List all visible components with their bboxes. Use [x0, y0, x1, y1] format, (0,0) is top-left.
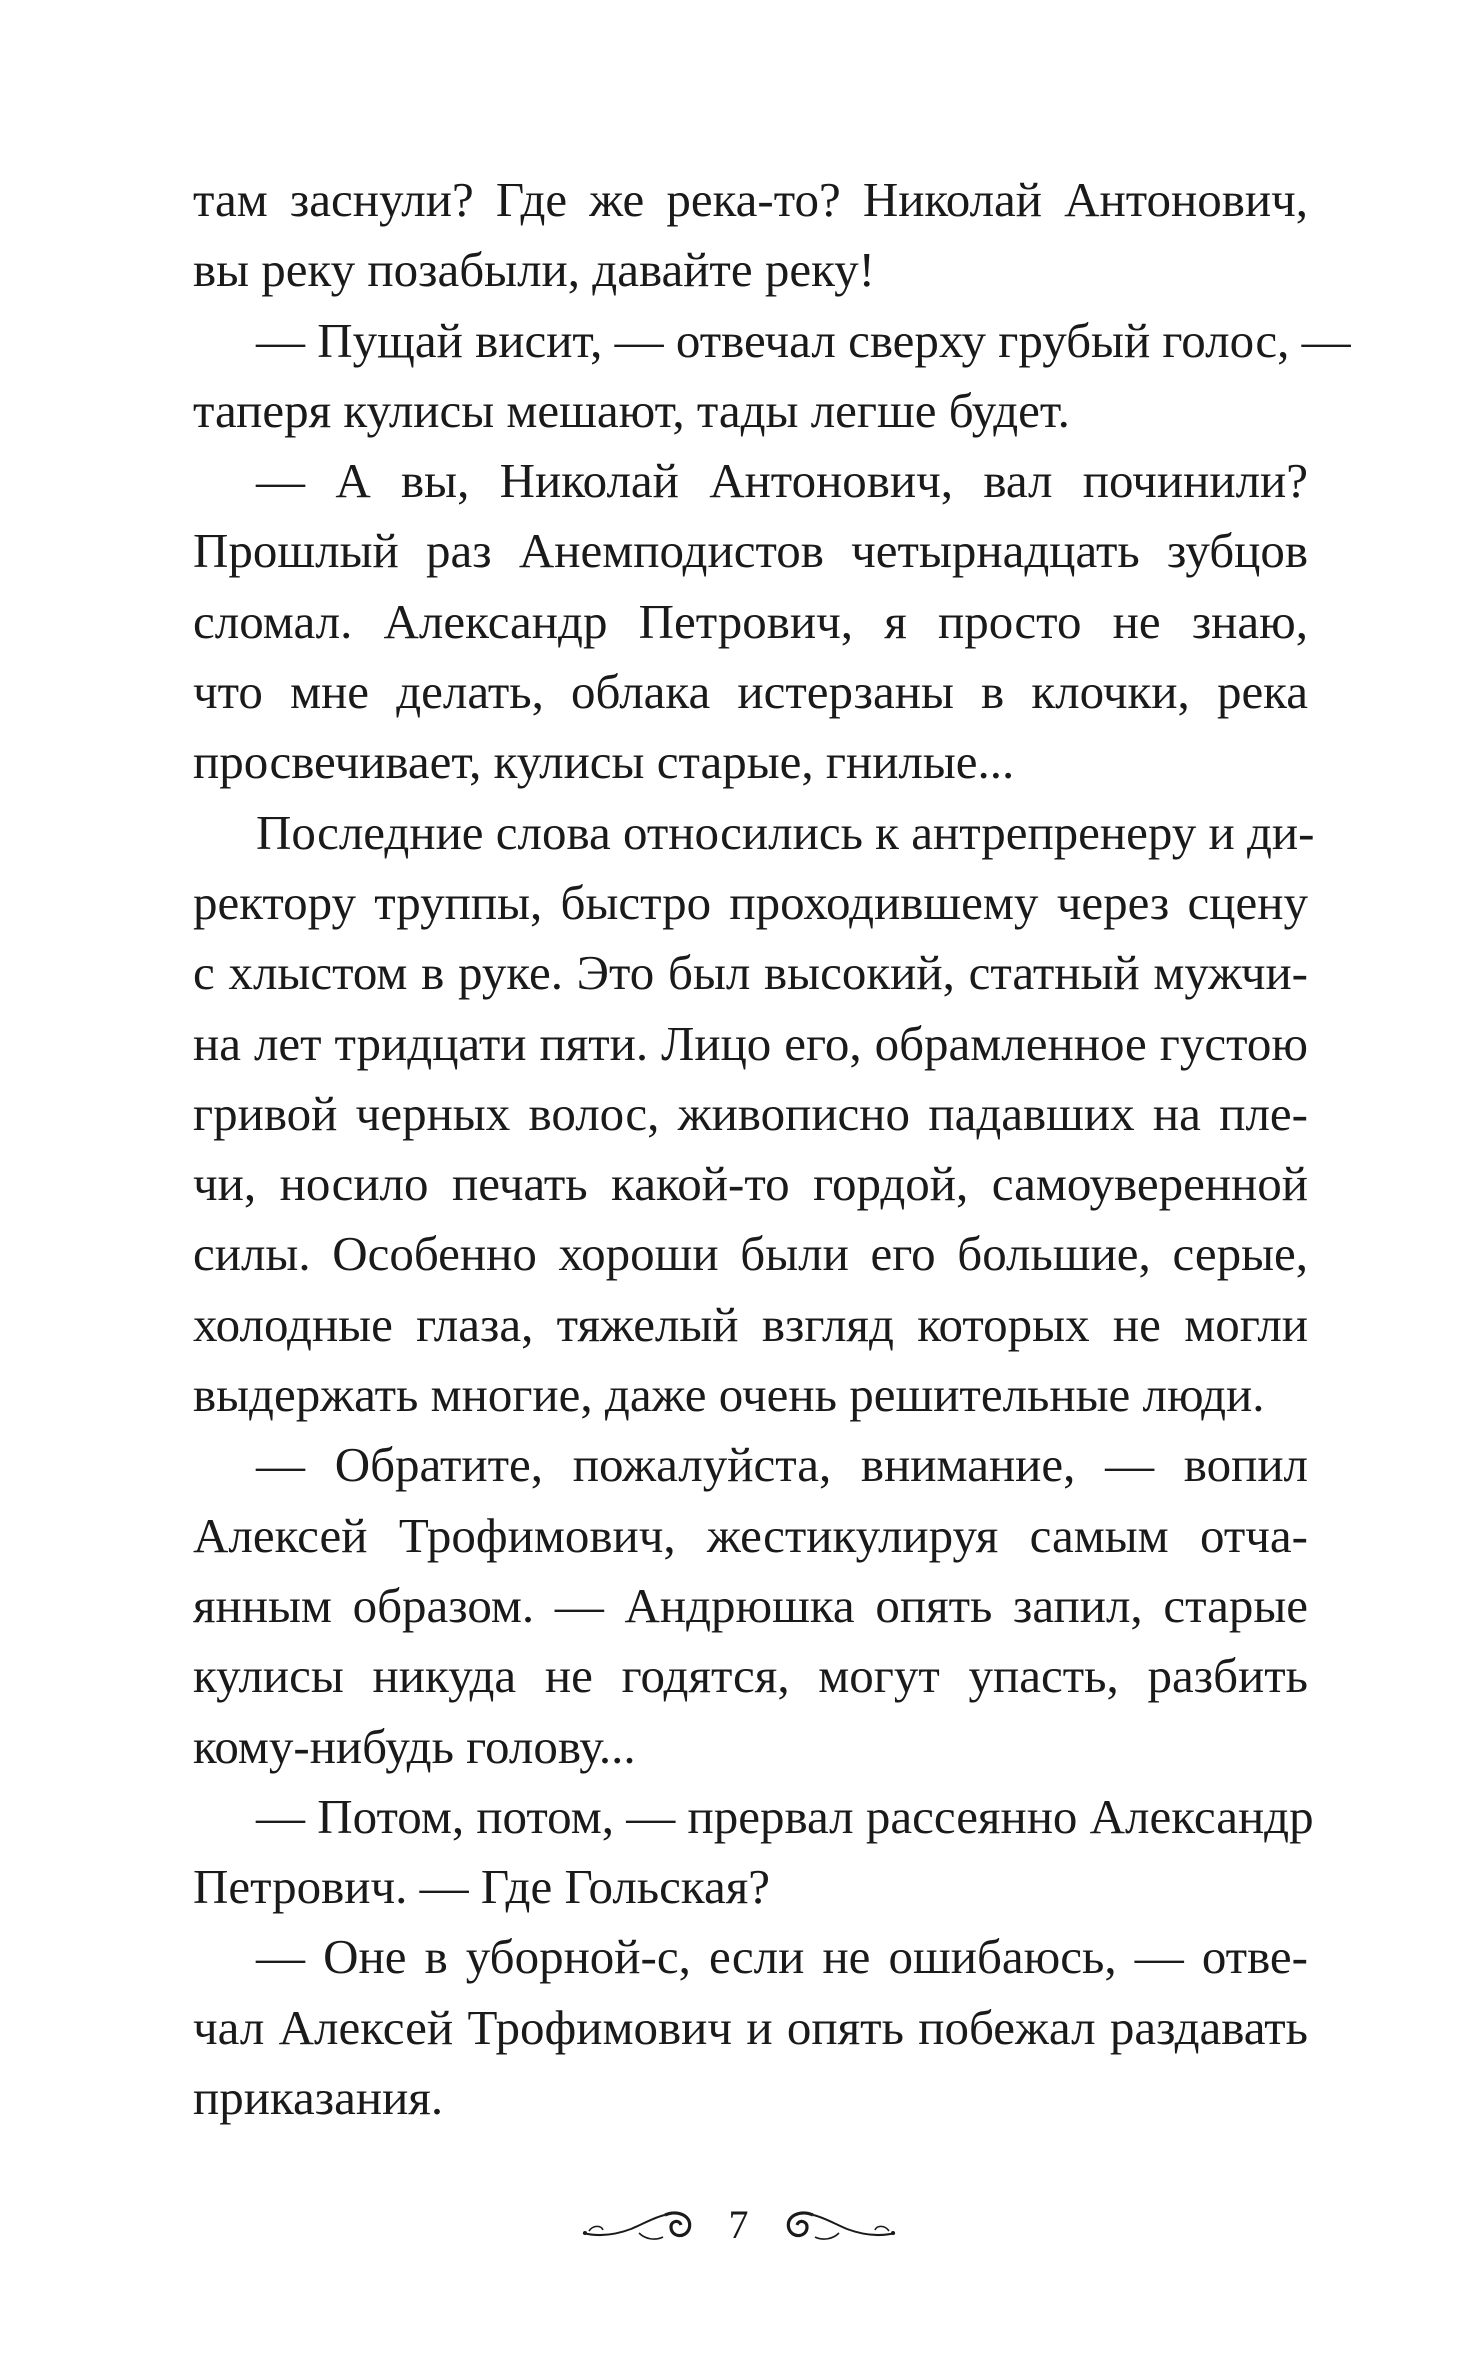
page-footer — [0, 2195, 1477, 2255]
text-line: Петрович. — Где Гольская? — [193, 1859, 770, 1915]
text-line: на лет тридцати пяти. Лицо его, обрамленное густою — [193, 1015, 1308, 1071]
text-line: сломал. Александр Петрович, я просто не знаю, — [193, 593, 1308, 649]
text-line: — Потом, потом, — прервал рассеянно Александр — [256, 1788, 1314, 1844]
swirl-ornament-left-icon — [579, 2203, 699, 2247]
text-line: вы реку позабыли, давайте реку! — [193, 242, 876, 298]
text-line: Последние слова относились к антрепренеру и ди- — [256, 804, 1315, 860]
text-line: Алексей Трофимович, жестикулируя самым отча- — [193, 1507, 1308, 1563]
text-line: что мне делать, облака истерзаны в клочки, река — [193, 664, 1308, 720]
text-line: — Обратите, пожалуйста, внимание, — вопил — [256, 1437, 1308, 1493]
text-line: приказания. — [193, 2070, 444, 2126]
text-line: — А вы, Николай Антонович, вал починили? — [256, 453, 1308, 509]
text-line: гривой черных волос, живописно падавших на пле- — [193, 1085, 1308, 1141]
text-line: — Пущай висит, — отвечал сверху грубый голос, — — [256, 312, 1351, 368]
text-line: с хлыстом в руке. Это был высокий, статный мужчи- — [193, 945, 1308, 1001]
text-line: холодные глаза, тяжелый взгляд которых не могли — [193, 1296, 1308, 1352]
text-line: таперя кулисы мешают, тады легше будет. — [193, 382, 1070, 438]
text-line: чал Алексей Трофимович и опять побежал раздавать — [193, 1999, 1308, 2055]
text-line: просвечивает, кулисы старые, гнилые... — [193, 734, 1015, 790]
text-line: кулисы никуда не годятся, могут упасть, разбить — [193, 1648, 1308, 1704]
body-text — [193, 165, 1351, 2133]
text-line: кому-нибудь голову... — [193, 1718, 636, 1774]
text-line: янным образом. — Андрюшка опять запил, старые — [193, 1577, 1308, 1633]
text-line: — Оне в уборной-с, если не ошибаюсь, — отве- — [256, 1929, 1308, 1985]
text-line: чи, носило печать какой-то гордой, самоуверенной — [193, 1156, 1308, 1212]
text-line: выдержать многие, даже очень решительные люди. — [193, 1367, 1265, 1423]
text-line: Прошлый раз Анемподистов четырнадцать зубцов — [193, 523, 1308, 579]
text-line: там заснули? Где же река-то? Николай Антонович, — [193, 172, 1308, 227]
page-number: 7 — [728, 2202, 749, 2247]
text-line: силы. Особенно хороши были его большие, серые, — [193, 1226, 1308, 1282]
text-line: ректору труппы, быстро проходившему через сцену — [193, 874, 1308, 930]
swirl-ornament-right-icon — [779, 2203, 899, 2247]
